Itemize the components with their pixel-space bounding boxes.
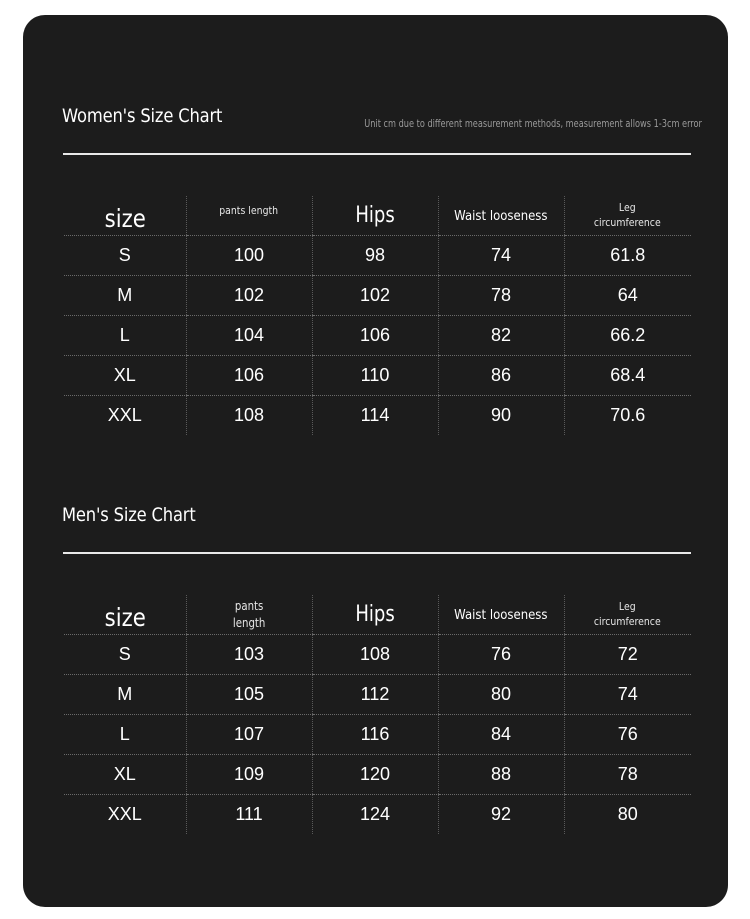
pants-length-cell: 102 <box>186 276 312 316</box>
leg-cell: 78 <box>564 755 691 795</box>
waist-cell: 82 <box>438 316 564 356</box>
size-cell: M <box>64 675 186 715</box>
table-row <box>64 356 691 396</box>
women-size-table <box>64 196 691 435</box>
hips-cell: 116 <box>312 715 438 755</box>
hips-cell: 112 <box>312 675 438 715</box>
waist-cell: 90 <box>438 396 564 436</box>
size-cell: XXL <box>107 405 142 425</box>
waist-cell: 92 <box>438 795 564 835</box>
pants-length-cell: 104 <box>186 316 312 356</box>
waist-cell: 76 <box>438 635 564 675</box>
waist-cell: 74 <box>438 236 564 276</box>
header-waist-looseness: Waist looseness <box>438 196 564 236</box>
men-chart-title: Men's Size Chart <box>62 504 196 526</box>
hips-cell: 120 <box>312 755 438 795</box>
size-chart-card <box>23 15 728 907</box>
header-size: size <box>64 595 186 635</box>
men-size-table <box>64 595 691 834</box>
header-pants-length: pants length <box>186 196 312 236</box>
leg-cell: 76 <box>564 715 691 755</box>
leg-cell: 70.6 <box>564 396 691 436</box>
hips-cell: 106 <box>312 316 438 356</box>
hips-cell: 98 <box>312 236 438 276</box>
pants-length-cell: 106 <box>186 356 312 396</box>
leg-cell: 80 <box>564 795 691 835</box>
size-cell: XL <box>64 356 186 396</box>
table-row <box>64 675 691 715</box>
header-size: size <box>64 196 186 236</box>
pants-length-cell: 105 <box>186 675 312 715</box>
leg-cell: 74 <box>564 675 691 715</box>
table-header-row <box>64 196 691 236</box>
pants-length-cell: 107 <box>186 715 312 755</box>
size-cell: XXL <box>107 804 142 824</box>
leg-cell: 66.2 <box>564 316 691 356</box>
title-divider <box>63 552 691 554</box>
table-row <box>64 316 691 356</box>
pants-length-cell: 111 <box>186 795 312 835</box>
table-header-row <box>64 595 691 635</box>
size-cell: S <box>64 236 186 276</box>
header-leg-circumference: Leg circumference <box>564 595 691 635</box>
leg-cell: 64 <box>564 276 691 316</box>
waist-cell: 86 <box>438 356 564 396</box>
waist-cell: 78 <box>438 276 564 316</box>
title-divider <box>63 153 691 155</box>
hips-cell: 110 <box>312 356 438 396</box>
waist-cell: 80 <box>438 675 564 715</box>
table-row <box>64 635 691 675</box>
hips-cell: 102 <box>312 276 438 316</box>
header-pants-length: pants length <box>186 595 312 635</box>
leg-cell: 68.4 <box>564 356 691 396</box>
size-cell: L <box>64 715 186 755</box>
pants-length-cell: 109 <box>186 755 312 795</box>
leg-cell: 72 <box>564 635 691 675</box>
size-cell: M <box>64 276 186 316</box>
size-cell: S <box>64 635 186 675</box>
header-waist-looseness: Waist looseness <box>438 595 564 635</box>
table-row <box>64 276 691 316</box>
waist-cell: 88 <box>438 755 564 795</box>
pants-length-cell: 103 <box>186 635 312 675</box>
pants-length-cell: 100 <box>186 236 312 276</box>
hips-cell: 124 <box>312 795 438 835</box>
measurement-note: Unit cm due to different measurement methods, measurement allows 1-3cm error <box>364 118 702 130</box>
table-row <box>64 396 691 436</box>
header-leg-circumference: Leg circumference <box>564 196 691 236</box>
size-cell: L <box>64 316 186 356</box>
header-hips: Hips <box>312 595 438 635</box>
table-row <box>64 236 691 276</box>
pants-length-cell: 108 <box>186 396 312 436</box>
table-row <box>64 715 691 755</box>
header-hips: Hips <box>312 196 438 236</box>
table-row <box>64 755 691 795</box>
waist-cell: 84 <box>438 715 564 755</box>
table-row <box>64 795 691 835</box>
hips-cell: 114 <box>312 396 438 436</box>
hips-cell: 108 <box>312 635 438 675</box>
women-chart-title: Women's Size Chart <box>62 105 223 127</box>
size-cell: XL <box>64 755 186 795</box>
leg-cell: 61.8 <box>564 236 691 276</box>
